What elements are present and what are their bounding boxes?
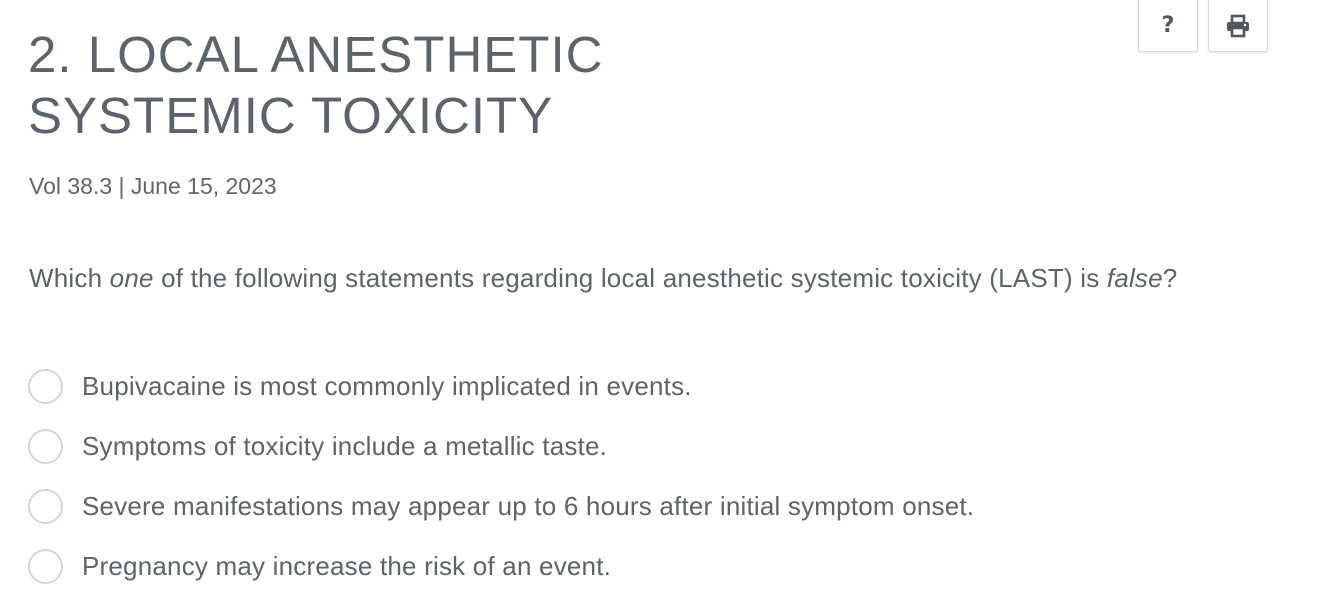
question-text-start: Which [29, 263, 110, 293]
printer-icon [1225, 14, 1251, 38]
question-text-end: ? [1162, 263, 1178, 293]
page-title-line-2: SYSTEMIC TOXICITY [28, 87, 554, 144]
radio-button[interactable] [28, 489, 63, 524]
answer-option[interactable] [28, 476, 974, 536]
question-emphasis-false: false [1106, 263, 1163, 293]
answer-option[interactable] [28, 416, 974, 476]
answer-option[interactable] [28, 536, 974, 596]
help-button[interactable] [1138, 0, 1198, 52]
answer-options [28, 356, 974, 596]
radio-button[interactable] [28, 369, 63, 404]
radio-button[interactable] [28, 429, 63, 464]
question-mark-icon: ? [1161, 13, 1175, 38]
question-text [29, 261, 1177, 295]
issue-meta: Vol 38.3 | June 15, 2023 [29, 173, 277, 199]
answer-option-label: Pregnancy may increase the risk of an event. [82, 550, 612, 581]
answer-option-label: Symptoms of toxicity include a metallic taste. [82, 430, 608, 461]
answer-option[interactable] [28, 356, 974, 416]
answer-option-label: Bupivacaine is most commonly implicated in events. [82, 370, 692, 401]
page-title-line-1: 2. LOCAL ANESTHETIC [28, 26, 604, 83]
print-button[interactable] [1208, 0, 1268, 52]
question-emphasis-one: one [109, 263, 154, 293]
page-title [28, 24, 728, 146]
answer-option-label: Severe manifestations may appear up to 6 hours after initial symptom onset. [82, 490, 975, 521]
question-text-middle: of the following statements regarding local anesthetic systemic toxicity (LAST) is [153, 263, 1107, 293]
toolbar [1138, 0, 1268, 52]
radio-button[interactable] [28, 549, 63, 584]
